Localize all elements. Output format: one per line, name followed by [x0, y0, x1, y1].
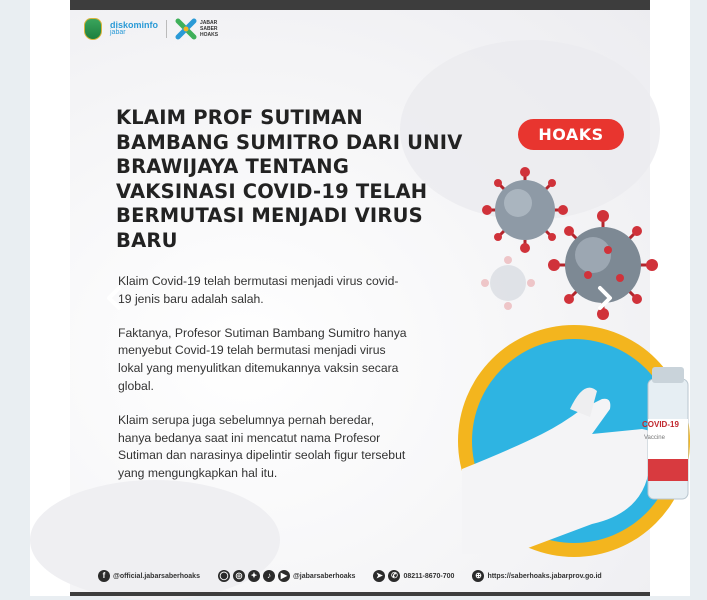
tiktok-icon: ♪ — [263, 570, 275, 582]
saber-logo-line: JABAR — [200, 20, 218, 26]
phone-number: 08211-8670-700 — [403, 572, 455, 580]
line-icon: ◯ — [219, 571, 229, 580]
diskominfo-logo-text: diskominfo — [110, 20, 159, 30]
saber-hoaks-mark-icon — [175, 18, 197, 40]
saber-logo-line: SABER — [200, 26, 218, 32]
poster-top-bar — [70, 0, 650, 10]
poster-bottom-bar — [70, 592, 650, 596]
chevron-left-icon[interactable] — [100, 283, 130, 313]
logo-row — [84, 18, 218, 40]
whatsapp-icon: ✆ — [388, 570, 400, 582]
body-text — [118, 273, 408, 499]
facebook-icon: f — [98, 570, 110, 582]
diskominfo-logo-subtext: jabar — [110, 29, 126, 36]
vial-label: COVID-19 — [642, 420, 679, 429]
telegram-icon: ➤ — [373, 570, 385, 582]
vial-sublabel: Vaccine — [644, 435, 665, 441]
saber-hoaks-logo — [175, 18, 218, 40]
chevron-right-icon[interactable] — [589, 283, 619, 313]
saber-logo-line: HOAKS — [200, 32, 219, 38]
virus-illustration-icon — [480, 255, 536, 311]
west-java-emblem-icon — [84, 18, 102, 40]
hoax-poster-image — [70, 0, 679, 596]
paragraph: Klaim Covid-19 telah bermutasi menjadi virus covid-19 jenis baru adalah salah. — [118, 274, 399, 306]
social-handle: @jabarsaberhoaks — [292, 572, 356, 580]
headline: KLAIM PROF SUTIMAN BAMBANG SUMITRO DARI UNIV BRAWIJAYA TENTANG VAKSINASI COVID-19 TELAH BERMUTASI MENJADI VIRUS BARU — [116, 106, 463, 252]
logo-divider — [166, 20, 167, 38]
youtube-icon: ▶ — [278, 570, 290, 582]
instagram-icon: ◎ — [233, 570, 245, 582]
paragraph: Faktanya, Profesor Sutiman Bambang Sumitro hanya menyebut Covid-19 telah bermutasi menjadi virus lokal yang menyulitkan ditemukannya vaksin secara global. — [118, 325, 407, 393]
facebook-handle: @official.jabarsaberhoaks — [113, 572, 200, 580]
globe-icon: ⊕ — [472, 570, 484, 582]
hoaks-badge: HOAKS — [518, 119, 624, 150]
twitter-icon: ✦ — [248, 570, 260, 582]
diskominfo-logo — [110, 21, 158, 37]
website-url: https://saberhoaks.jabarprov.go.id — [487, 572, 602, 580]
social-footer — [98, 565, 628, 587]
paragraph: Klaim serupa juga sebelumnya pernah beredar, hanya bedanya saat ini mencatut nama Profesor Sutiman dan narasinya dipelintir seolah figur tersebut yang mengungkapkan hal itu. — [118, 412, 406, 481]
